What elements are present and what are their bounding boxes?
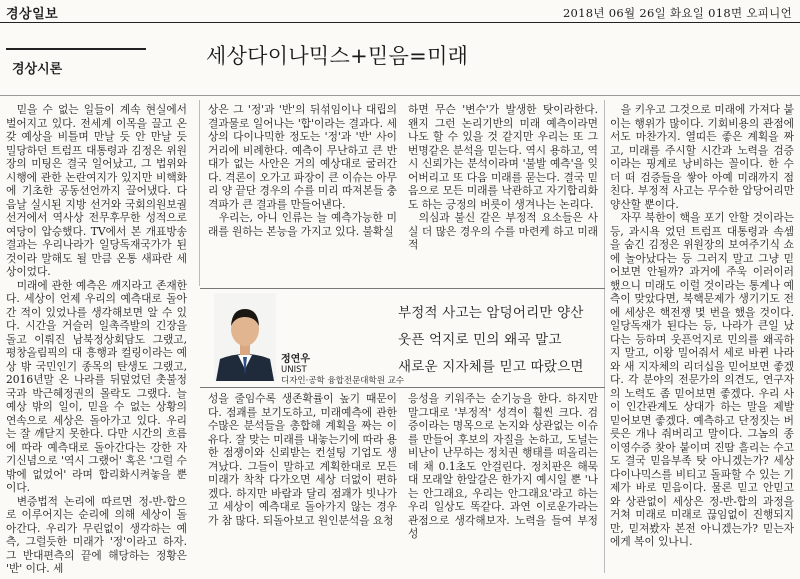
article-paragraph: 성을 줄임수록 생존확률이 높기 때문이다. 점괘를 보기도하고, 미래예측에 관한 수많은 분석들을 총합해 계획을 짜는 이유다. 잘 맞는 미래를 내놓는기에 따라 용한 점쟁이와 신뢰받는 컨설팅 기업도 생겨났다. 그들이 말하고 계획한대로 모든 미래가 착착 다가오면 세상 더없이 편하겠다. 하지만 바람과 달리 점괘가 빗나가고 세상이 예측대로 돌아가지 않는 경우가 참 많다. 되돌아보고 원인분석을 요청: [208, 392, 397, 527]
header-rule: [0, 95, 800, 96]
article-column-2-lower: [208, 392, 397, 573]
article-headline: 세상다이나믹스+믿음=미래: [206, 44, 469, 68]
article-column-3-lower: [408, 392, 598, 573]
section-header: [6, 48, 146, 80]
pull-quote-bottom-rule: [200, 387, 605, 388]
column-divider: [604, 100, 605, 573]
pull-quote: [398, 300, 603, 381]
article-column-3: [408, 103, 598, 286]
issue-date-line: 2018년 06월 26일 화요일 018면 오피니언: [562, 6, 792, 20]
pull-quote-line: 웃픈 억지로 민의 왜곡 말고: [398, 332, 562, 348]
column-divider: [199, 100, 200, 286]
article-paragraph: 을 키우고 그것으로 미래에 가져다 붙이는 행위가 많이다. 기회비용의 관점에서도 마찬가지. 열띠든 좋은 계획을 짜고, 미래를 주시할 시간과 노력을 검증이라는 핑계로 낭비하는 꼴이다. 한 수 더 떠 검증들을 쌓아 아예 미래까지 점친다. 부정적 사고는 무수한 압당어리만 양산할 뿐이다.: [610, 103, 794, 211]
article-column-2: [208, 103, 397, 286]
pull-quote-line: 새로운 지자체를 믿고 따랐으면: [398, 359, 584, 375]
article-paragraph: 의심과 불신 같은 부정적 요소들은 사실 더 많은 경우의 수를 마련케 하고 미래 적: [408, 211, 598, 251]
masthead-rule: [0, 22, 800, 23]
pull-quote-top-rule: [200, 288, 605, 289]
article-paragraph: 자꾸 북한이 핵을 포기 안할 것이라는 등, 과시욕 었던 트럼프 대통령과 속셈을 숨긴 김정은 위원장의 보여주기식 쇼에 놀아났다는 등 그러지 말고 그냥 믿어보면 안될까? 과거에 주욱 이러이러했으니 미래도 이럴 것이라는 통계나 예측이 맞았다면, 북핵문제가 생기기도 전에 세상은 핵전쟁 몇 번을 했을 것이다. 일당독재가 된다는 등, 나라가 큰일 났다는 등하며 웃픈억지로 민의를 왜곡하지 말고, 이왕 밀어줘서 세로 바뀐 나라와 새 지자체의 리더십을 믿어보면 좋겠다. 각 분야의 전문가의 의견도, 연구자의 노력도 좀 믿어보면 좋겠다. 우리 사이 인간관계도 상대가 하는 말을 제발 믿어보면 좋겠다. 예측하고 단정짓는 버릇은 개나 줘버리고 말이다. 그놈의 종이영수증 찾아 붙이며 진땀 흘리는 수고도 결국 믿음부족 탓 아니겠는가? 세상 다이나믹스를 비티고 돌파할 수 있는 기제가 바로 믿음이다. 물론 믿고 안믿고와 상관없이 세상은 정-반-합의 과정을 거쳐 미래로 미래로 끊임없이 진행되지만, 믿져봤자 본전 아니겠는가? 믿는자에게 복이 있나니.: [610, 211, 794, 548]
newspaper-name: 경상일보: [6, 7, 59, 22]
author-photo: [214, 293, 276, 381]
article-paragraph: 믿을 수 없는 일들이 계속 현실에서 벌어지고 있다. 전세계 이목을 끌고 온갖 예상을 비틀며 만날 듯 안 만날 듯 밀당하던 트럼프 대통령과 김정은 위원장의 미팅은 결국 일어났고, 그 법위와 시행에 관한 논란여지가 있지만 비핵화에 기초한 공동선언까지 끌어냈다. 다음날 실시된 지방 선거와 국회의원보궐 선거에서 역사상 전무후무한 성적으로 여당이 압승했다. TV에서 본 개표방송 결과는 우리나라가 일당독재국가가 된 것이라 말해도 될 만큼 온통 새파란 세상이었다.: [6, 103, 187, 278]
article-paragraph: 하면 무슨 '변수'가 발생한 탓이라한다. 왠지 그런 논리기반의 미래 예측이라면 나도 할 수 있을 것 같지만 우리는 또 그 번명같은 분석을 믿는다. 역시 용하고, 역시 신뢰가는 분석이라며 '불발 예측'을 잊어버리고 또 다음 미래를 묻는다. 결국 믿음으로 모든 미래를 낙관하고 자기합리화도 하는 긍정의 버릇이 생겨나는 논리다.: [408, 103, 598, 211]
article-paragraph: 미래에 관한 예측은 깨지라고 존재한다. 세상이 언제 우리의 예측대로 돌아간 적이 있었나를 생각해보면 알 수 있다. 시간을 거슬러 일촉즉발의 긴장을 돌고 이뤄진 남북정상회담도 그랬고, 평창올림픽의 대 흥행과 컬링이라는 예상 밖 국민인기 종목의 탄생도 그랬고, 2016년말 온 나라를 뒤덮었던 촛불정국과 박근혜정권의 몰락도 그랬다. 늘 예상 밖의 일이, 믿을 수 없는 상황의 연속으로 세상은 돌아가고 있다. 우리는 잘 깨닫지 못한다. 다만 시간의 흐름에 따라 예측대로 돌아간다는 강한 자기신념으로 '역시 그랬어' 혹은 '그럴 수밖에 없었어' 라며 합리화시켜놓을 뿐이다.: [6, 278, 187, 494]
article-column-1: [6, 103, 187, 573]
article-paragraph: 변증법적 논리에 따르면 정-반-합으로 이루어지는 순리에 의해 세상이 돌아간다. 우리가 무린없이 생각하는 예측, 그럴듯한 미래가 '정'이라고 하자. 그 반대편측의 끝에 해당하는 정황은 '반' 이다. 세: [6, 494, 187, 573]
masthead: [0, 0, 800, 22]
section-name: 경상시론: [12, 62, 63, 77]
author-byline: [281, 354, 404, 387]
author-title: 디자인·공학 융합전문대학원 교수: [281, 376, 405, 386]
article-paragraph: 우리는, 아니 인류는 늘 예측가능한 미래를 원하는 본능을 가지고 있다. 불확실: [208, 211, 397, 238]
article-paragraph: 상은 그 '정'과 '반'의 뒤섞임이나 대립의 결과물로 일어나는 '합'이라는 결과다. 세상의 다이나믹한 정도는 '정'과 '반' 사이 거리에 비례한다. 예측이 무난하고 큰 반대가 없는 사안은 거의 예상대로 굴러간다. 격론이 오가고 파장이 큰 이슈는 아무리 양 끝단 경우의 수를 미리 따져본들 충격파가 큰 결과를 만들어낸다.: [208, 103, 397, 211]
article-paragraph: 응성을 키워주는 순기능을 한다. 하지만 말그대로 '부정적' 성격이 훨씬 크다. 검증이라는 명목으로 논지와 상관없는 이슈를 만들어 후보의 자질을 논하고, 도널는 비난이 난무하는 정치권 행태를 떠올리는 데 채 0.1초도 안걸린다. 정치판은 해묵대 모래알 한알갈은 한가지 예시일 뿐 '나는 안그래요, 우리는 안그래요'라고 하는 우리 일상도 똑같다. 과연 이로운가라는 관점으로 생각해보자. 노력을 들여 부정성: [408, 392, 598, 540]
author-affiliation: UNIST: [281, 365, 307, 375]
author-name: 정연우: [281, 354, 310, 365]
article-column-4: [610, 103, 794, 573]
pull-quote-line: 부정적 사고는 암덩어리만 양산: [398, 305, 584, 321]
